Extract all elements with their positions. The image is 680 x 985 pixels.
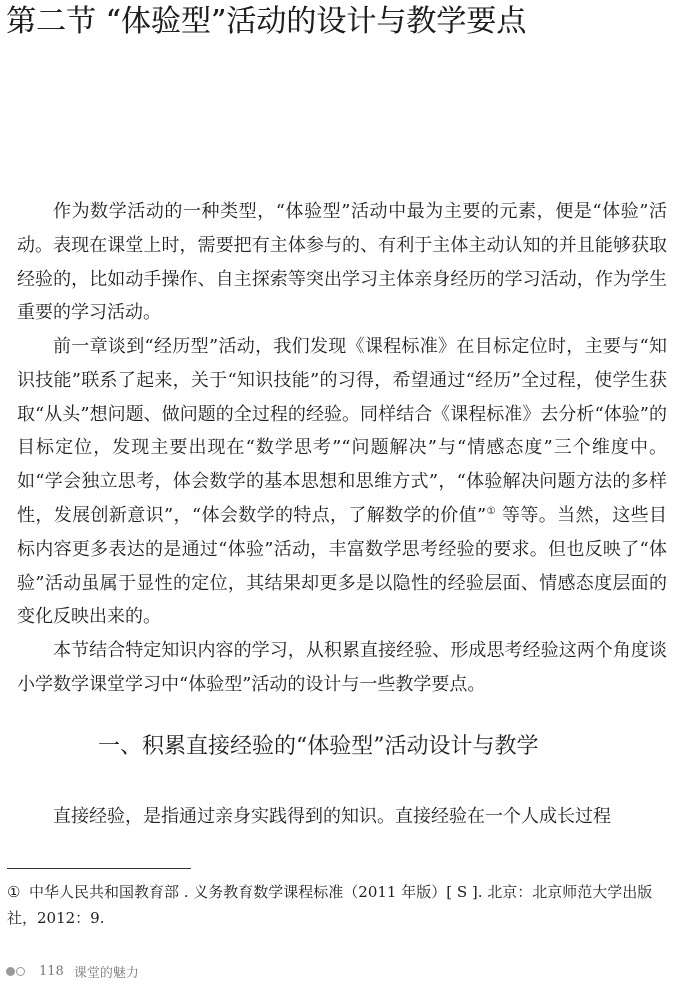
running-footer-title: 课堂的魅力 — [73, 965, 139, 981]
footnote-mark: ① — [7, 883, 21, 901]
body-paragraph-2-text-b: 等等。当然，这些目标内容更多表达的是通过“体验”活动，丰富数学思考经验的要求。但也反映了“体验”活动虽属于显性的定位，其结果却更多是以隐性的经验层面、情感态度层面的变化反映出来的。 — [17, 504, 668, 628]
footnote-reference: ① — [486, 505, 496, 517]
page-dots-icon — [6, 967, 25, 976]
body-paragraph-3: 本节结合特定知识内容的学习，从积累直接经验、形成思考经验这两个角度谈小学数学课堂学习中“体验型”活动的设计与一些教学要点。 — [17, 640, 667, 695]
body-paragraph-2 — [17, 330, 667, 634]
subsection-title: 一、积累直接经验的“体验型”活动设计与教学 — [98, 734, 539, 759]
body-paragraph-2-text-a: 前一章谈到“经历型”活动，我们发现《课程标准》在目标定位时，主要与“知识技能”联系了起来，关于“知识技能”的习得，希望通过“经历”全过程，使学生获取“从头”想问题、做问题的全过程的经验。同样结合《课程标准》去分析“体验”的目标定位，发现主要出现在“数学思考”“问题解决”与“情感态度”三个维度中。如“学会独立思考，体会数学的基本思想和思维方式”，“体验解决问题方法的多样性，发展创新意识”，“体会数学的特点，了解数学的价值” — [17, 336, 667, 526]
footnote-divider — [7, 868, 191, 869]
section-title: 第二节 “体验型”活动的设计与教学要点 — [6, 4, 527, 39]
footnote-text: 中华人民共和国教育部 . 义务教育数学课程标准（2011 年版）[ S ]. 北京：北京师范大学出版社，2012：9. — [7, 883, 653, 927]
body-paragraph-1: 作为数学活动的一种类型，“体验型”活动中最为主要的元素，便是“体验”活动。表现在课堂上时，需要把有主体参与的、有利于主体主动认知的并且能够获取经验的，比如动手操作、自主探索等突出学习主体亲身经历的学习活动，作为学生重要的学习活动。 — [17, 201, 667, 324]
body-paragraph-4: 直接经验，是指通过亲身实践得到的知识。直接经验在一个人成长过程 — [53, 806, 611, 827]
page-footer — [6, 961, 139, 981]
filled-dot-icon — [6, 967, 15, 976]
page-number: 118 — [39, 963, 64, 979]
footnote — [7, 880, 667, 931]
hollow-dot-icon — [16, 967, 25, 976]
